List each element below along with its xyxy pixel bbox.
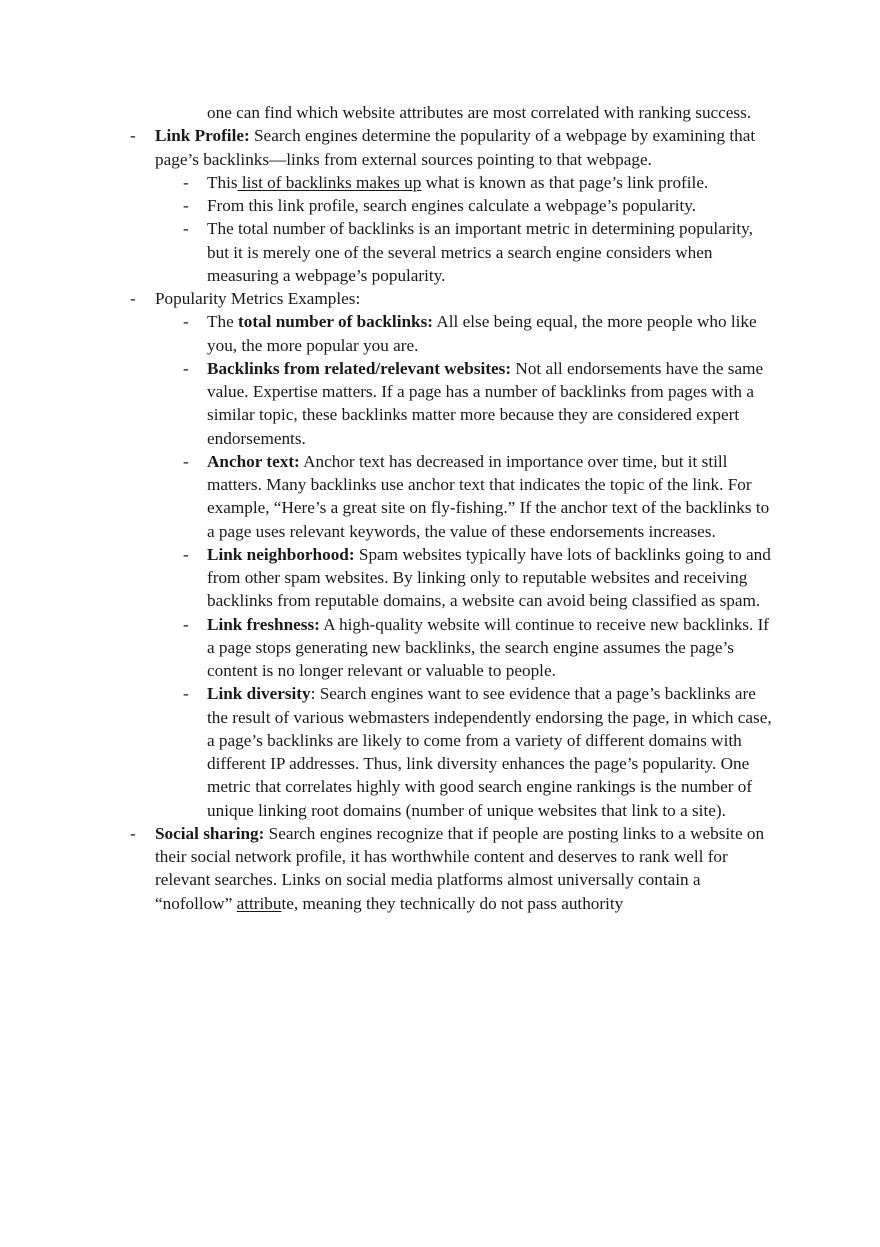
underlined-text: list of backlinks makes up — [237, 172, 422, 192]
item-text: te, meaning they technically do not pass authority — [281, 893, 624, 913]
item-text: Search engines recognize that if people are posting links to a website on their social network profile, it has worthwhile content and deserves to rank well for relevant searches. Links on social media platforms almost universally contain a “nofollow” — [155, 823, 765, 913]
item-text: Anchor text has decreased in importance over time, but it still matters. Many backlinks use anchor text that indicates the topic of the link. For example, “Here’s a great site on fly-fishing.” If the anchor text of the backlinks to a page uses relevant keywords, the value of these endorsements increases. — [207, 451, 770, 541]
item-lead: Link freshness: — [207, 614, 320, 634]
item-text: A high-quality website will continue to receive new backlinks. If a page stops generating new backlinks, the search engine assumes the page’s content is no longer relevant or valuable to people. — [207, 614, 770, 680]
item-lead: Link Profile: — [155, 126, 250, 146]
sub-item — [183, 310, 777, 357]
bullet-dash: - — [130, 823, 136, 843]
bullet-dash: - — [130, 126, 136, 146]
intro-paragraph: one can find which website attributes are most correlated with ranking success. — [207, 103, 752, 122]
sub-item — [183, 543, 777, 613]
bullet-dash: - — [130, 289, 136, 308]
sub-item — [183, 613, 777, 683]
item-lead: Link diversity — [207, 684, 311, 704]
bullet-dash: - — [183, 684, 189, 704]
bullet-dash: - — [183, 196, 189, 215]
item-text: Search engines determine the popularity of a webpage by examining that page’s backlinks—links from external sources pointing to that webpage. — [155, 126, 756, 169]
underlined-text: attribu — [236, 893, 282, 913]
document-page — [0, 101, 880, 915]
bullet-dash: - — [183, 358, 189, 378]
sub-item — [183, 682, 777, 822]
bullet-dash: - — [183, 614, 189, 634]
item-text: From this link profile, search engines calculate a webpage’s popularity. — [207, 196, 697, 215]
item-lead: Anchor text: — [207, 451, 300, 471]
item-lead: Link neighborhood: — [207, 544, 355, 564]
item-lead: Backlinks from related/relevant websites: — [207, 358, 512, 378]
sub-item — [183, 357, 777, 450]
item-lead: total number of backlinks: — [238, 312, 434, 332]
list-item-social-sharing — [130, 822, 777, 915]
item-text: All else being equal, the more people who like you, the more popular you are. — [207, 312, 757, 355]
bullet-dash: - — [183, 172, 189, 192]
item-text: This — [207, 172, 238, 192]
bullet-dash: - — [183, 544, 189, 564]
sub-item — [183, 194, 777, 217]
sub-item — [183, 217, 777, 287]
list-item-link-profile — [130, 124, 777, 171]
bullet-dash: - — [183, 219, 189, 239]
item-text: The total number of backlinks is an important metric in determining popularity, but it is merely one of the several metrics a search engine considers when measuring a webpage’s popularity. — [207, 219, 753, 285]
list-item-popularity-metrics — [130, 287, 777, 310]
sub-item — [183, 171, 777, 194]
bullet-dash: - — [183, 451, 189, 471]
sub-item — [183, 450, 777, 543]
item-heading: Popularity Metrics Examples: — [155, 289, 361, 308]
item-text: Not all endorsements have the same value. Expertise matters. If a page has a number of backlinks from pages with a similar topic, these backlinks matter more because they are considered expert endorsements. — [207, 358, 764, 448]
item-text: what is known as that page’s link profile. — [421, 172, 709, 192]
item-lead: Social sharing: — [155, 823, 265, 843]
item-text: The — [207, 312, 239, 332]
item-text: : Search engines want to see evidence that a page’s backlinks are the result of various webmasters independently endorsing the page, in which case, a page’s backlinks are likely to come from a variety of different domains with different IP addresses. Thus, link diversity enhances the page’s popularity. One metric that correlates highly with good search engine rankings is the number of unique linking root domains (number of unique websites that link to a site). — [207, 684, 772, 820]
item-text: Spam websites typically have lots of backlinks going to and from other spam websites. By linking only to reputable websites and receiving backlinks from reputable domains, a website can avoid being classified as spam. — [207, 544, 771, 611]
bullet-dash: - — [183, 312, 189, 332]
